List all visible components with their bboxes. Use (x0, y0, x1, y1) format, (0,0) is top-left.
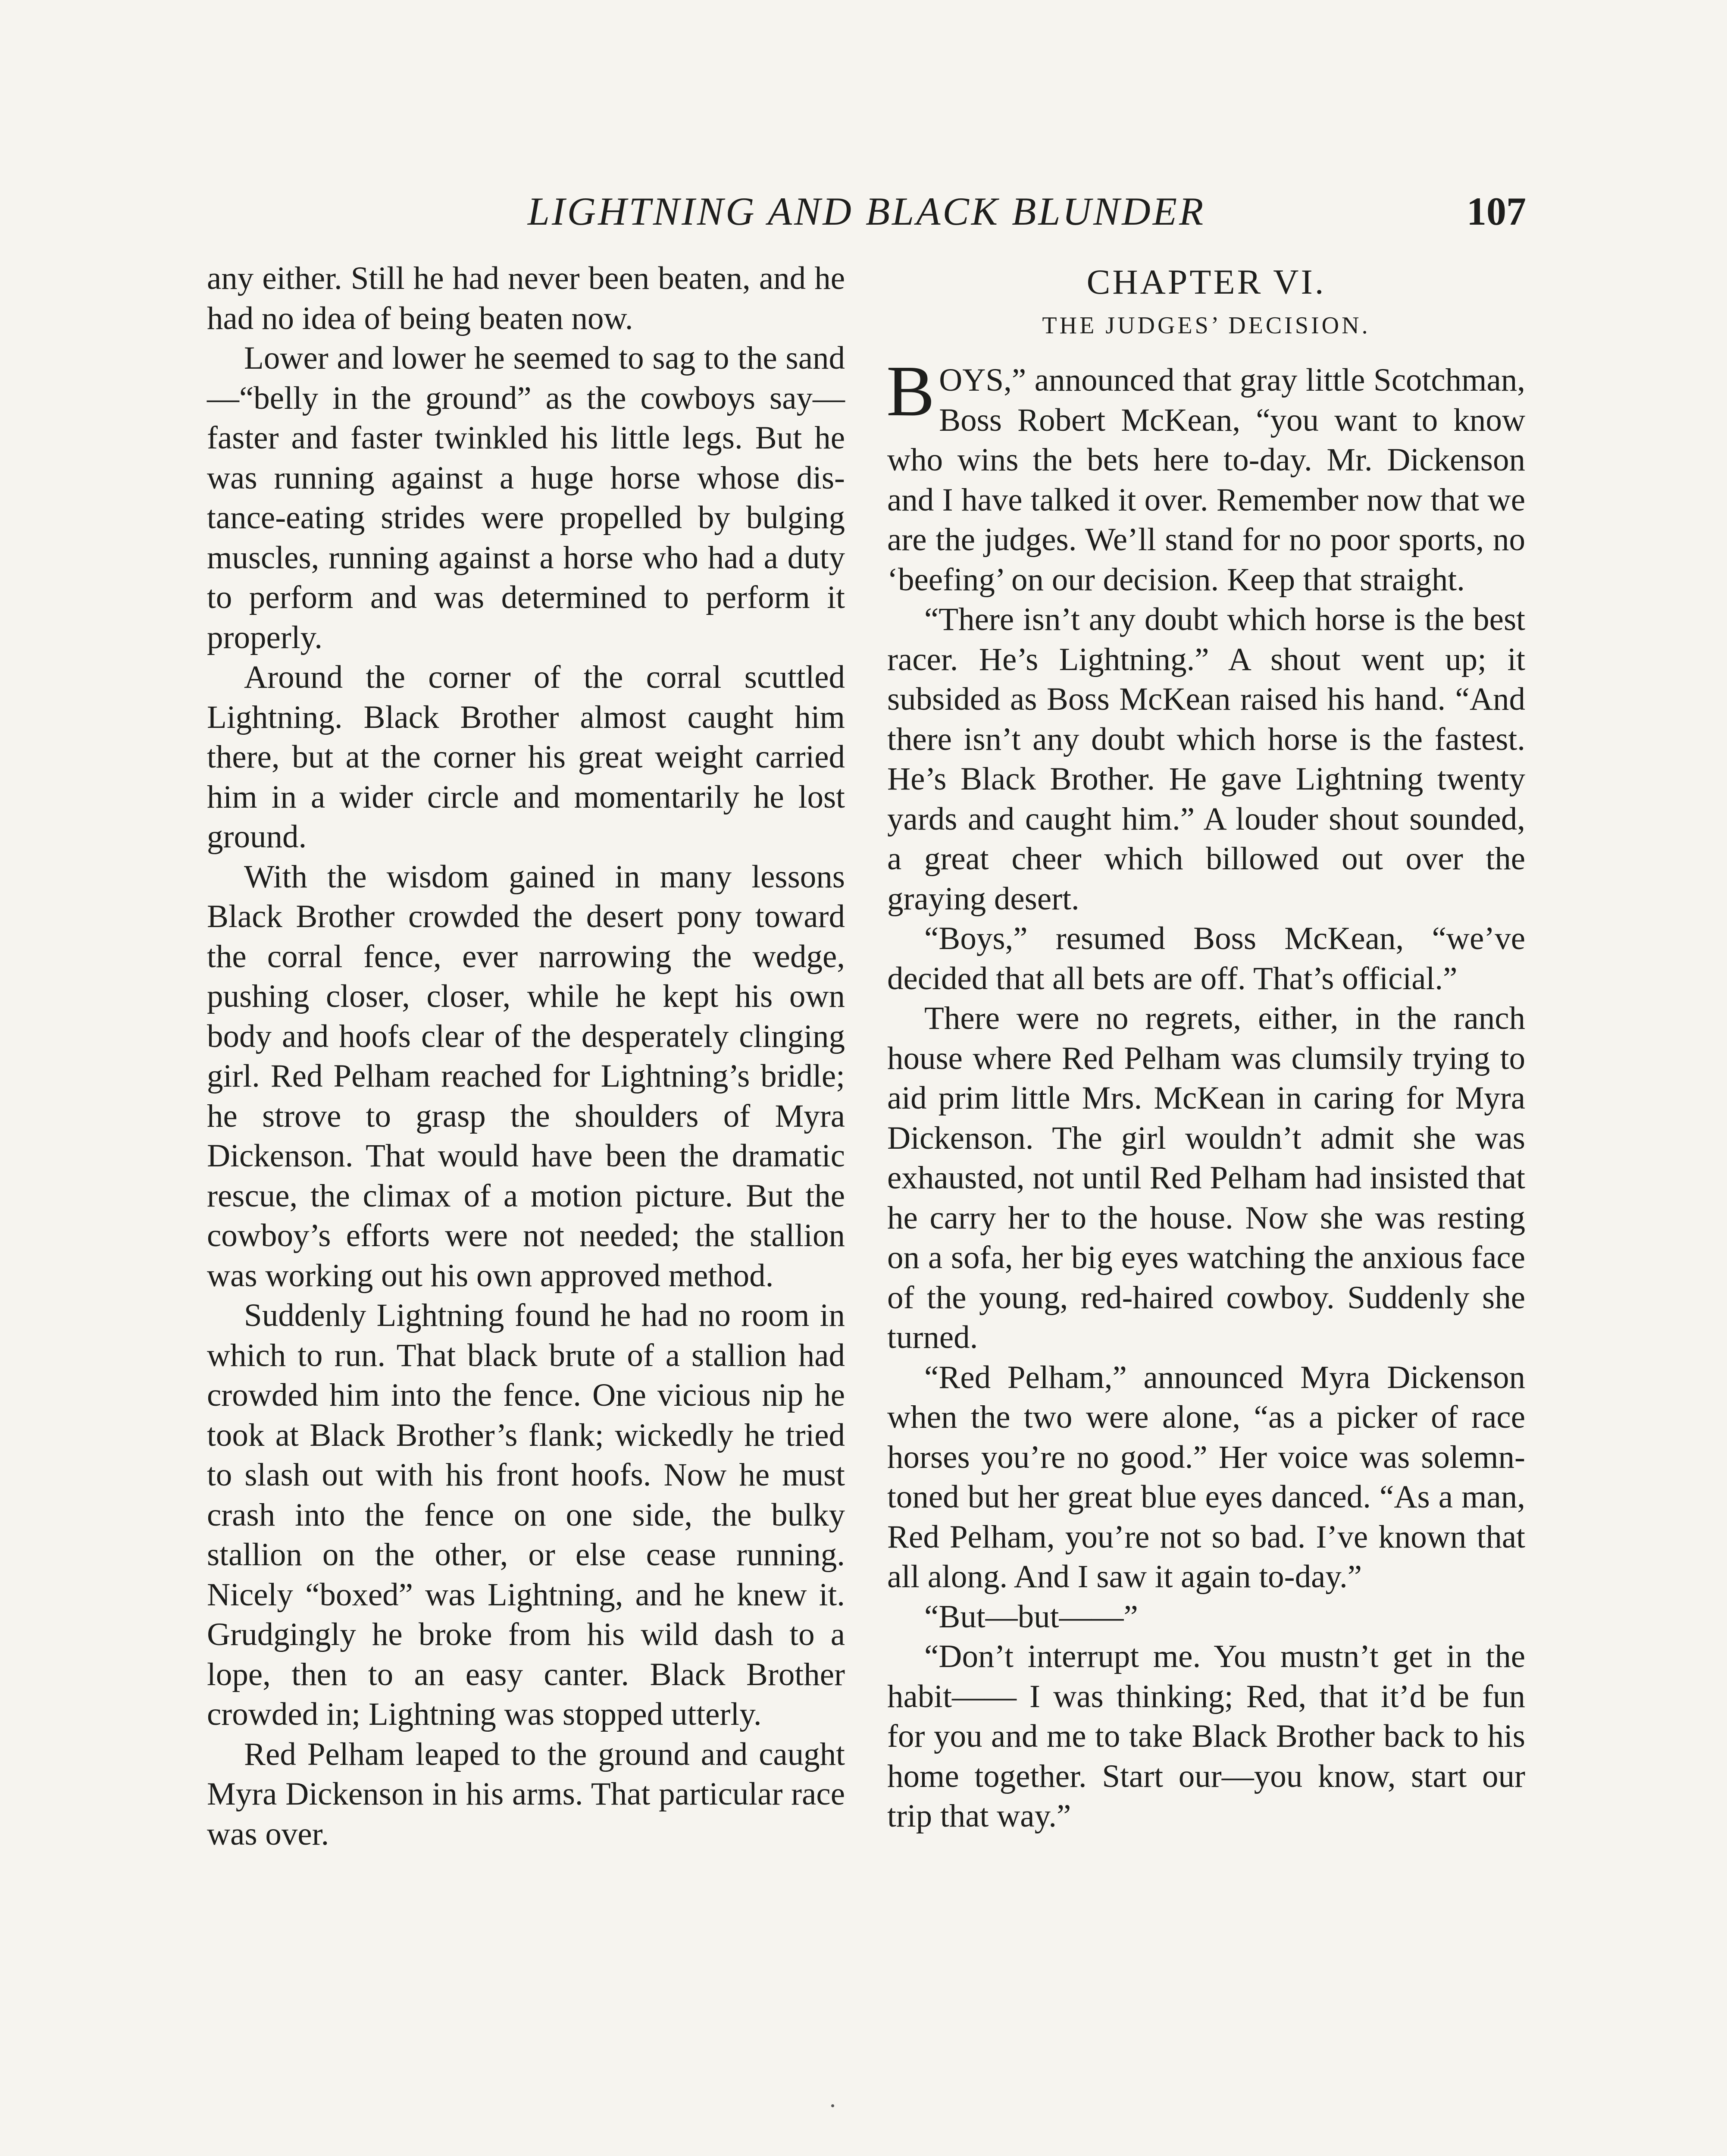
paragraph: “Boys,” resumed Boss McKean, “we’ve decided that all bets are off. That’s official.” (887, 921, 1525, 997)
paragraph: “Don’t interrupt me. You mustn’t get in the habit—— I was thinking; Red, that it’d be fun for you and me to take Black Brother back to his home together. Start our—you know, start our trip that way.” (887, 1639, 1525, 1834)
right-column (887, 259, 1525, 1836)
paragraph: Red Pelham leaped to the ground and caught Myra Dickenson in his arms. That particular race was over. (207, 1736, 845, 1852)
paragraph: any either. Still he had never been beaten, and he had no idea of being beaten now. (207, 260, 845, 336)
running-head (207, 181, 1526, 241)
paragraph: There were no regrets, either, in the ranch house where Red Pelham was clumsily trying to aid prim little Mrs. McKean in caring for Myra Dickenson. The girl wouldn’t admit she was exhausted, not until Red Pelham had insisted that he carry her to the house. Now she was resting on a sofa, her big eyes watching the anxious face of the young, red-haired cowboy. Suddenly she turned. (887, 1000, 1525, 1355)
opening-paragraph (886, 351, 1525, 600)
ink-speck (831, 2104, 834, 2107)
chapter-subtitle: THE JUDGES’ DECISION. (1042, 312, 1370, 339)
paragraph: “There isn’t any doubt which horse is the best racer. He’s Lightning.” A shout went up; it subsided as Boss McKean raised his hand. “And there isn’t any doubt which horse is the fastest. He’s Black Brother. He gave Lightning twenty yards and caught him.” A louder shout sounded, a great cheer which billowed out over the graying desert. (887, 602, 1525, 917)
running-title: LIGHTNING AND BLACK BLUNDER (527, 189, 1206, 233)
paragraph: With the wisdom gained in many lessons Black Brother crowded the desert pony toward the corral fence, ever narrowing the wedge, pushing closer, closer, while he kept his own body and hoofs clear of the desperately clinging girl. Red Pelham reached for Lightning’s bridle; he strove to grasp the shoulders of Myra Dickenson. That would have been the dramatic rescue, the climax of a motion picture. But the cowboy’s efforts were not needed; the stallion was working out his own approved method. (207, 859, 845, 1294)
paragraph: “But—but——” (924, 1598, 1138, 1635)
paragraph: “Red Pelham,” announced Myra Dickenson when the two were alone, “as a picker of race horses you’re no good.” Her voice was solemn-toned but her great blue eyes danced. “As a man, Red Pelham, you’re not so bad. I’ve known that all along. And I saw it again to-day.” (887, 1359, 1525, 1595)
paragraph: Around the corner of the corral scuttled Lightning. Black Brother almost caught him there, but at the corner his great weight carried him in a wider circle and momentarily he lost ground. (207, 659, 845, 855)
chapter-title: CHAPTER VI. (1086, 262, 1326, 301)
page-number: 107 (1467, 189, 1526, 233)
opening-paragraph-text: OYS,” announced that gray little Scotchman, Boss Robert McKean, “you want to know who wins the bets here to-day. Mr. Dickenson and I have talked it over. Remember now that we are the judges. We’ll stand for no poor sports, no ‘beefing’ on our decision. Keep that straight. (887, 362, 1525, 598)
paragraph: Lower and lower he seemed to sag to the sand—“belly in the ground” as the cowboys say—faster and faster twinkled his little legs. But he was running against a huge horse whose distance-eating strides were propelled by bulging muscles, running against a horse who had a duty to perform and was determined to perform it properly. (207, 340, 845, 655)
drop-cap: B (886, 351, 935, 431)
paragraph: Suddenly Lightning found he had no room in which to run. That black brute of a stallion had crowded him into the fence. One vicious nip he took at Black Brother’s flank; wickedly he tried to slash out with his front hoofs. Now he must crash into the fence on one side, the bulky stallion on the other, or else cease running. Nicely “boxed” was Lightning, and he knew it. Grudgingly he broke from his wild dash to a lope, then to an easy canter. Black Brother crowded in; Lightning was stopped utterly. (207, 1297, 845, 1732)
left-column (207, 259, 845, 1854)
